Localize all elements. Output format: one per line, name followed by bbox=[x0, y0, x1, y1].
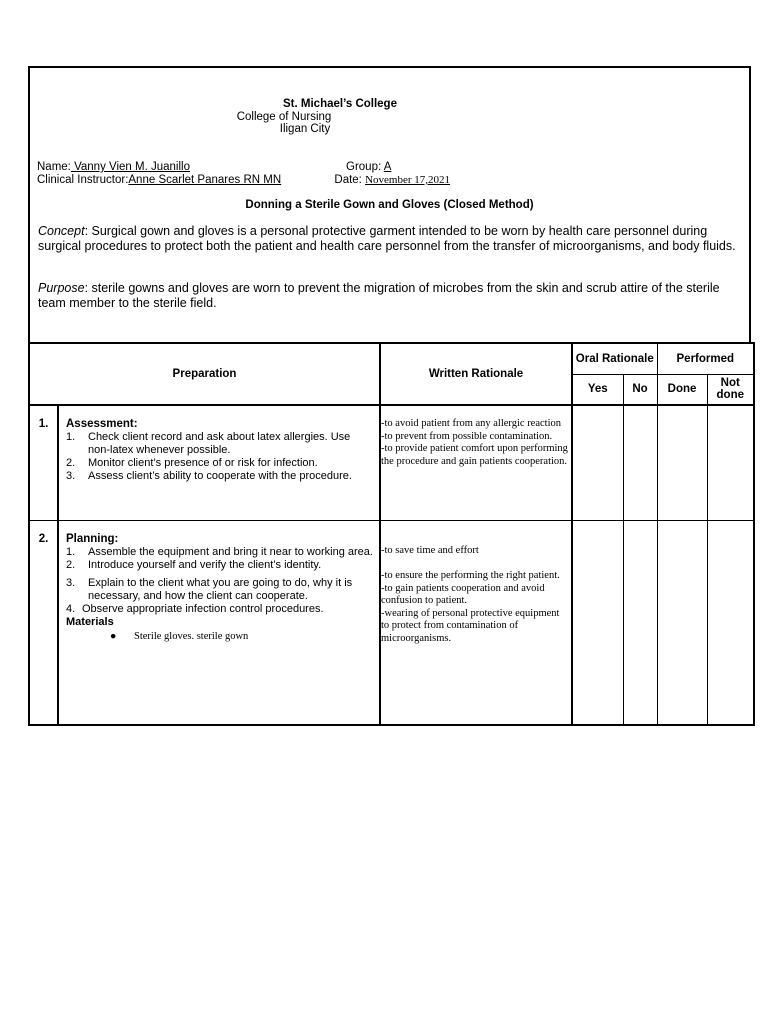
step-list bbox=[66, 431, 375, 483]
row-number: 1. bbox=[29, 405, 58, 520]
oral-no-cell[interactable] bbox=[623, 405, 657, 520]
preparation-cell bbox=[58, 405, 380, 520]
group-line bbox=[346, 161, 391, 173]
city-name: Iligan City bbox=[279, 123, 331, 135]
name-value: Vanny Vien M. Juanillo bbox=[70, 161, 190, 173]
table-row bbox=[29, 520, 754, 725]
list-item: 1. Assemble the equipment and bring it near to working area. bbox=[66, 545, 373, 558]
written-rationale-header: Written Rationale bbox=[380, 343, 572, 405]
preparation-cell bbox=[58, 520, 380, 725]
name-line bbox=[37, 161, 190, 173]
step-list bbox=[66, 546, 375, 616]
table-header-row-1 bbox=[29, 343, 754, 374]
rationale-text: -to prevent from possible contamination. bbox=[381, 430, 553, 442]
not-done-header: Not done bbox=[707, 374, 754, 405]
rationale-text: -to provide patient comfort upon performing the procedure and gain patients cooperation. bbox=[381, 443, 568, 467]
rationale-text: -to avoid patient from any allergic reaction bbox=[381, 418, 562, 429]
yes-header: Yes bbox=[572, 374, 623, 405]
list-item: 2. Monitor client’s presence of or risk for infection. bbox=[66, 457, 318, 469]
group-value: A bbox=[383, 161, 392, 173]
done-header: Done bbox=[657, 374, 707, 405]
instructor-line bbox=[37, 174, 450, 186]
rationale-text: -to gain patients cooperation and avoid confusion to patient. bbox=[381, 582, 545, 607]
bullet-icon: ● bbox=[110, 630, 117, 642]
oral-rationale-header: Oral Rationale bbox=[572, 343, 657, 374]
row-number: 2. bbox=[29, 520, 58, 725]
list-item: 1. Check client record and ask about latex allergies. Use non-latex whenever possible. bbox=[66, 431, 351, 456]
list-item: 4. Observe appropriate infection control procedures. bbox=[66, 602, 324, 615]
step-heading: Assessment: bbox=[66, 418, 138, 430]
purpose-paragraph bbox=[38, 281, 748, 311]
purpose-label: Purpose bbox=[38, 281, 85, 295]
rationale-text: -wearing of personal protective equipment to protect from contamination of microorganisms. bbox=[381, 607, 560, 645]
materials-item: ● Sterile gloves. sterile gown bbox=[110, 630, 249, 642]
performed-not-done-cell[interactable] bbox=[707, 520, 754, 725]
performed-not-done-cell[interactable] bbox=[707, 405, 754, 520]
performed-done-cell[interactable] bbox=[657, 405, 707, 520]
no-header: No bbox=[623, 374, 657, 405]
concept-label: Concept bbox=[38, 224, 85, 238]
oral-yes-cell[interactable] bbox=[572, 405, 623, 520]
step-heading: Planning: bbox=[66, 532, 119, 545]
oral-yes-cell[interactable] bbox=[572, 520, 623, 725]
group-label: Group: bbox=[346, 161, 384, 173]
date-label: Date: bbox=[334, 174, 366, 186]
concept-paragraph bbox=[38, 224, 748, 254]
oral-no-cell[interactable] bbox=[623, 520, 657, 725]
performed-header: Performed bbox=[657, 343, 754, 374]
list-item: 3. Assess client’s ability to cooperate with the procedure. bbox=[66, 470, 352, 482]
rationale-cell bbox=[380, 405, 572, 520]
instructor-value: Anne Scarlet Panares RN MN bbox=[128, 174, 282, 186]
rationale-text: -to save time and effort bbox=[381, 544, 479, 556]
instructor-label: Clinical Instructor: bbox=[37, 174, 129, 186]
department-name: College of Nursing bbox=[236, 111, 332, 123]
college-name: St. Michael’s College bbox=[283, 98, 397, 110]
date-value: November 17,2021 bbox=[365, 174, 451, 186]
list-item: 3. Explain to the client what you are going to do, why it is necessary, and how the client can cooperate. bbox=[66, 576, 353, 602]
rationale-cell bbox=[380, 520, 572, 725]
materials-label: Materials bbox=[66, 615, 114, 628]
purpose-text: : sterile gowns and gloves are worn to prevent the migration of microbes from the skin and scrub attire of the sterile team member to the sterile field. bbox=[38, 281, 720, 310]
preparation-header: Preparation bbox=[29, 343, 380, 405]
table-row bbox=[29, 405, 754, 520]
procedure-table bbox=[28, 342, 755, 726]
concept-text: : Surgical gown and gloves is a personal protective garment intended to be worn by health care personnel during surgical procedures to protect both the patient and health care personnel from the transfer of microorganisms, and body fluids. bbox=[38, 224, 736, 253]
name-label: Name: bbox=[37, 161, 71, 173]
rationale-text: -to ensure the performing the right patient. bbox=[381, 570, 560, 582]
performed-done-cell[interactable] bbox=[657, 520, 707, 725]
document-title: Donning a Sterile Gown and Gloves (Closed Method) bbox=[245, 199, 534, 211]
list-item: 2. Introduce yourself and verify the client’s identity. bbox=[66, 558, 322, 571]
